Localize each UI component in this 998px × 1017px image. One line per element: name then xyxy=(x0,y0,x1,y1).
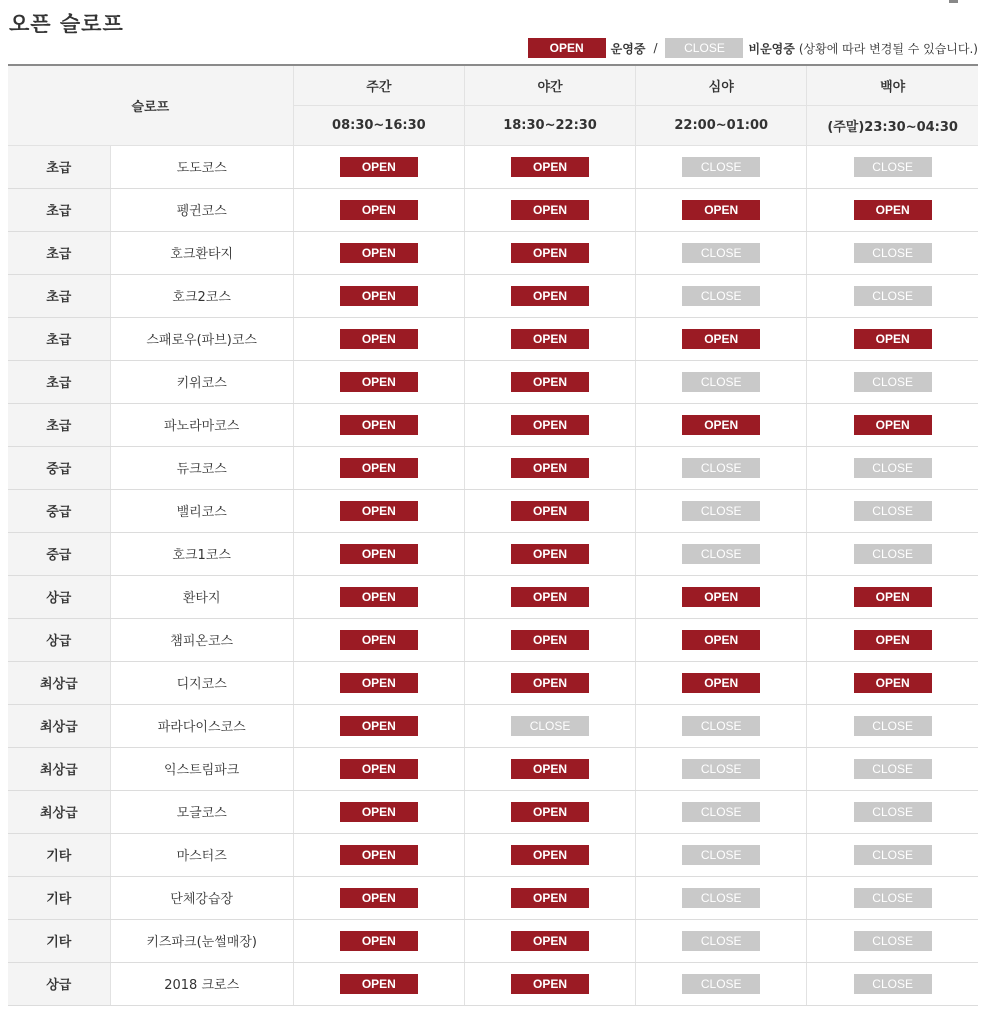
status-cell xyxy=(636,661,807,704)
close-badge: CLOSE xyxy=(682,845,760,865)
status-cell xyxy=(464,704,635,747)
status-cell xyxy=(807,704,978,747)
table-row xyxy=(8,446,978,489)
close-badge: CLOSE xyxy=(854,458,932,478)
table-row xyxy=(8,618,978,661)
close-badge: CLOSE xyxy=(682,458,760,478)
slope-name: 펭귄코스 xyxy=(110,188,293,231)
slope-level: 초급 xyxy=(8,145,110,188)
table-row xyxy=(8,747,978,790)
open-badge: OPEN xyxy=(511,802,589,822)
slope-level: 기타 xyxy=(8,833,110,876)
slope-level: 상급 xyxy=(8,575,110,618)
close-badge: CLOSE xyxy=(854,931,932,951)
status-cell xyxy=(807,231,978,274)
close-badge: CLOSE xyxy=(682,802,760,822)
open-badge: OPEN xyxy=(511,544,589,564)
status-cell xyxy=(807,618,978,661)
slope-column-header: 슬로프 xyxy=(8,65,293,145)
status-cell xyxy=(636,747,807,790)
slope-level: 중급 xyxy=(8,446,110,489)
open-badge: OPEN xyxy=(340,329,418,349)
slope-level: 중급 xyxy=(8,532,110,575)
slope-level: 초급 xyxy=(8,274,110,317)
status-cell xyxy=(636,790,807,833)
slope-name: 스패로우(파브)코스 xyxy=(110,317,293,360)
status-cell xyxy=(293,575,464,618)
open-badge: OPEN xyxy=(682,200,760,220)
slope-level: 최상급 xyxy=(8,747,110,790)
legend-close-label: 비운영중 xyxy=(748,41,795,56)
status-cell xyxy=(636,446,807,489)
open-badge: OPEN xyxy=(682,329,760,349)
legend-note: (상황에 따라 변경될 수 있습니다.) xyxy=(798,41,978,56)
open-badge: OPEN xyxy=(511,372,589,392)
status-cell xyxy=(293,876,464,919)
status-cell xyxy=(636,704,807,747)
close-badge: CLOSE xyxy=(854,802,932,822)
open-badge: OPEN xyxy=(340,673,418,693)
open-badge: OPEN xyxy=(340,974,418,994)
legend-open-badge: OPEN xyxy=(528,38,606,58)
close-badge: CLOSE xyxy=(854,286,932,306)
status-cell xyxy=(293,962,464,1005)
slope-name: 키위코스 xyxy=(110,360,293,403)
open-badge: OPEN xyxy=(511,587,589,607)
close-badge: CLOSE xyxy=(682,286,760,306)
status-cell xyxy=(293,833,464,876)
status-cell xyxy=(293,231,464,274)
open-badge: OPEN xyxy=(511,931,589,951)
slope-level: 최상급 xyxy=(8,661,110,704)
open-badge: OPEN xyxy=(682,630,760,650)
open-badge: OPEN xyxy=(511,243,589,263)
open-badge: OPEN xyxy=(854,329,932,349)
open-badge: OPEN xyxy=(340,931,418,951)
status-cell xyxy=(293,360,464,403)
status-cell xyxy=(293,618,464,661)
status-cell xyxy=(293,489,464,532)
slope-level: 기타 xyxy=(8,876,110,919)
slope-name: 익스트림파크 xyxy=(110,747,293,790)
open-badge: OPEN xyxy=(511,888,589,908)
status-cell xyxy=(636,489,807,532)
status-cell xyxy=(636,274,807,317)
status-cell xyxy=(807,188,978,231)
status-cell xyxy=(464,876,635,919)
status-cell xyxy=(807,661,978,704)
slope-name: 밸리코스 xyxy=(110,489,293,532)
table-row xyxy=(8,876,978,919)
open-badge: OPEN xyxy=(854,587,932,607)
open-badge: OPEN xyxy=(511,157,589,177)
status-cell xyxy=(636,532,807,575)
status-cell xyxy=(293,747,464,790)
slope-status-table xyxy=(8,64,978,1006)
close-badge: CLOSE xyxy=(854,716,932,736)
home-icon[interactable] xyxy=(949,0,958,3)
status-cell xyxy=(464,145,635,188)
status-cell xyxy=(464,833,635,876)
status-cell xyxy=(293,446,464,489)
close-badge: CLOSE xyxy=(682,931,760,951)
slope-level: 중급 xyxy=(8,489,110,532)
open-badge: OPEN xyxy=(340,802,418,822)
status-cell xyxy=(464,747,635,790)
open-badge: OPEN xyxy=(340,630,418,650)
open-badge: OPEN xyxy=(340,759,418,779)
slope-name: 듀크코스 xyxy=(110,446,293,489)
open-badge: OPEN xyxy=(340,845,418,865)
status-cell xyxy=(807,274,978,317)
status-cell xyxy=(807,962,978,1005)
close-badge: CLOSE xyxy=(682,157,760,177)
open-badge: OPEN xyxy=(854,415,932,435)
open-badge: OPEN xyxy=(511,501,589,521)
legend-open-label: 운영중 xyxy=(610,41,646,56)
status-cell xyxy=(636,618,807,661)
open-badge: OPEN xyxy=(682,415,760,435)
open-badge: OPEN xyxy=(340,286,418,306)
slope-name: 마스터즈 xyxy=(110,833,293,876)
close-badge: CLOSE xyxy=(854,974,932,994)
table-row xyxy=(8,231,978,274)
status-cell xyxy=(807,575,978,618)
legend-close-badge: CLOSE xyxy=(665,38,743,58)
slope-level: 초급 xyxy=(8,403,110,446)
legend-separator: / xyxy=(653,41,658,55)
period-time-white-night: (주말)23:30~04:30 xyxy=(807,105,978,145)
period-header-day: 주간 xyxy=(293,65,464,105)
status-cell xyxy=(464,231,635,274)
open-badge: OPEN xyxy=(340,888,418,908)
table-row xyxy=(8,188,978,231)
status-cell xyxy=(807,532,978,575)
table-row xyxy=(8,661,978,704)
close-badge: CLOSE xyxy=(682,501,760,521)
open-badge: OPEN xyxy=(511,630,589,650)
status-cell xyxy=(464,360,635,403)
slope-name: 디지코스 xyxy=(110,661,293,704)
open-badge: OPEN xyxy=(854,630,932,650)
status-cell xyxy=(464,661,635,704)
table-row xyxy=(8,145,978,188)
status-cell xyxy=(293,704,464,747)
status-cell xyxy=(293,919,464,962)
slope-name: 단체강습장 xyxy=(110,876,293,919)
close-badge: CLOSE xyxy=(854,501,932,521)
open-badge: OPEN xyxy=(340,243,418,263)
slope-name: 호크2코스 xyxy=(110,274,293,317)
slope-name: 호크환타지 xyxy=(110,231,293,274)
open-badge: OPEN xyxy=(340,458,418,478)
status-cell xyxy=(807,403,978,446)
breadcrumb xyxy=(945,0,970,4)
status-cell xyxy=(293,188,464,231)
close-badge: CLOSE xyxy=(682,974,760,994)
close-badge: CLOSE xyxy=(854,544,932,564)
close-badge: CLOSE xyxy=(854,243,932,263)
slope-name: 호크1코스 xyxy=(110,532,293,575)
status-cell xyxy=(807,919,978,962)
period-time-night: 18:30~22:30 xyxy=(464,105,635,145)
slope-level: 초급 xyxy=(8,188,110,231)
status-cell xyxy=(807,876,978,919)
slope-name: 환타지 xyxy=(110,575,293,618)
open-badge: OPEN xyxy=(511,329,589,349)
close-badge: CLOSE xyxy=(682,888,760,908)
close-badge: CLOSE xyxy=(682,544,760,564)
period-header-white-night: 백야 xyxy=(807,65,978,105)
close-badge: CLOSE xyxy=(854,888,932,908)
status-cell xyxy=(464,403,635,446)
status-cell xyxy=(464,274,635,317)
open-badge: OPEN xyxy=(340,544,418,564)
slope-level: 최상급 xyxy=(8,704,110,747)
open-badge: OPEN xyxy=(511,759,589,779)
status-cell xyxy=(807,489,978,532)
table-row xyxy=(8,575,978,618)
status-cell xyxy=(464,532,635,575)
table-row xyxy=(8,360,978,403)
table-row xyxy=(8,704,978,747)
open-badge: OPEN xyxy=(340,587,418,607)
status-cell xyxy=(293,403,464,446)
slope-level: 상급 xyxy=(8,962,110,1005)
status-cell xyxy=(464,489,635,532)
slope-level: 초급 xyxy=(8,231,110,274)
open-badge: OPEN xyxy=(511,974,589,994)
slope-name: 파라다이스코스 xyxy=(110,704,293,747)
table-row xyxy=(8,962,978,1005)
slope-rows xyxy=(8,145,978,1005)
slope-level: 초급 xyxy=(8,360,110,403)
page-title: 오픈 슬로프 xyxy=(9,12,124,36)
status-cell xyxy=(464,188,635,231)
slope-level: 초급 xyxy=(8,317,110,360)
status-cell xyxy=(636,231,807,274)
open-badge: OPEN xyxy=(340,372,418,392)
open-badge: OPEN xyxy=(511,673,589,693)
period-header-late-night: 심야 xyxy=(636,65,807,105)
status-cell xyxy=(293,790,464,833)
status-cell xyxy=(636,317,807,360)
slope-name: 키즈파크(눈썰매장) xyxy=(110,919,293,962)
status-cell xyxy=(636,962,807,1005)
open-badge: OPEN xyxy=(511,845,589,865)
status-cell xyxy=(464,790,635,833)
period-time-late-night: 22:00~01:00 xyxy=(636,105,807,145)
open-badge: OPEN xyxy=(854,200,932,220)
close-badge: CLOSE xyxy=(511,716,589,736)
open-badge: OPEN xyxy=(340,200,418,220)
table-row xyxy=(8,274,978,317)
status-legend xyxy=(528,38,978,58)
slope-level: 최상급 xyxy=(8,790,110,833)
status-cell xyxy=(636,575,807,618)
status-cell xyxy=(636,360,807,403)
status-cell xyxy=(464,317,635,360)
status-cell xyxy=(293,661,464,704)
status-cell xyxy=(807,790,978,833)
table-row xyxy=(8,833,978,876)
status-cell xyxy=(807,145,978,188)
close-badge: CLOSE xyxy=(682,243,760,263)
open-badge: OPEN xyxy=(854,673,932,693)
status-cell xyxy=(807,747,978,790)
open-badge: OPEN xyxy=(682,673,760,693)
open-badge: OPEN xyxy=(511,286,589,306)
open-badge: OPEN xyxy=(340,157,418,177)
status-cell xyxy=(636,833,807,876)
status-cell xyxy=(636,145,807,188)
status-cell xyxy=(464,575,635,618)
slope-level: 상급 xyxy=(8,618,110,661)
open-badge: OPEN xyxy=(511,200,589,220)
status-cell xyxy=(636,919,807,962)
close-badge: CLOSE xyxy=(682,759,760,779)
status-cell xyxy=(293,274,464,317)
status-cell xyxy=(293,145,464,188)
status-cell xyxy=(807,446,978,489)
status-cell xyxy=(464,446,635,489)
slope-name: 모글코스 xyxy=(110,790,293,833)
close-badge: CLOSE xyxy=(682,716,760,736)
status-cell xyxy=(293,532,464,575)
table-row xyxy=(8,489,978,532)
status-cell xyxy=(807,360,978,403)
open-badge: OPEN xyxy=(340,501,418,521)
table-row xyxy=(8,403,978,446)
slope-level: 기타 xyxy=(8,919,110,962)
period-header-night: 야간 xyxy=(464,65,635,105)
close-badge: CLOSE xyxy=(854,157,932,177)
close-badge: CLOSE xyxy=(854,372,932,392)
close-badge: CLOSE xyxy=(854,759,932,779)
open-badge: OPEN xyxy=(511,458,589,478)
status-cell xyxy=(464,962,635,1005)
status-cell xyxy=(636,876,807,919)
status-cell xyxy=(636,188,807,231)
status-cell xyxy=(464,618,635,661)
close-badge: CLOSE xyxy=(682,372,760,392)
open-badge: OPEN xyxy=(682,587,760,607)
slope-name: 2018 크로스 xyxy=(110,962,293,1005)
open-badge: OPEN xyxy=(511,415,589,435)
close-badge: CLOSE xyxy=(854,845,932,865)
slope-name: 파노라마코스 xyxy=(110,403,293,446)
period-time-day: 08:30~16:30 xyxy=(293,105,464,145)
table-row xyxy=(8,317,978,360)
status-cell xyxy=(807,317,978,360)
table-row xyxy=(8,790,978,833)
open-badge: OPEN xyxy=(340,716,418,736)
status-cell xyxy=(464,919,635,962)
status-cell xyxy=(807,833,978,876)
status-cell xyxy=(293,317,464,360)
open-badge: OPEN xyxy=(340,415,418,435)
slope-name: 도도코스 xyxy=(110,145,293,188)
slope-name: 챔피온코스 xyxy=(110,618,293,661)
table-row xyxy=(8,532,978,575)
table-row xyxy=(8,919,978,962)
status-cell xyxy=(636,403,807,446)
